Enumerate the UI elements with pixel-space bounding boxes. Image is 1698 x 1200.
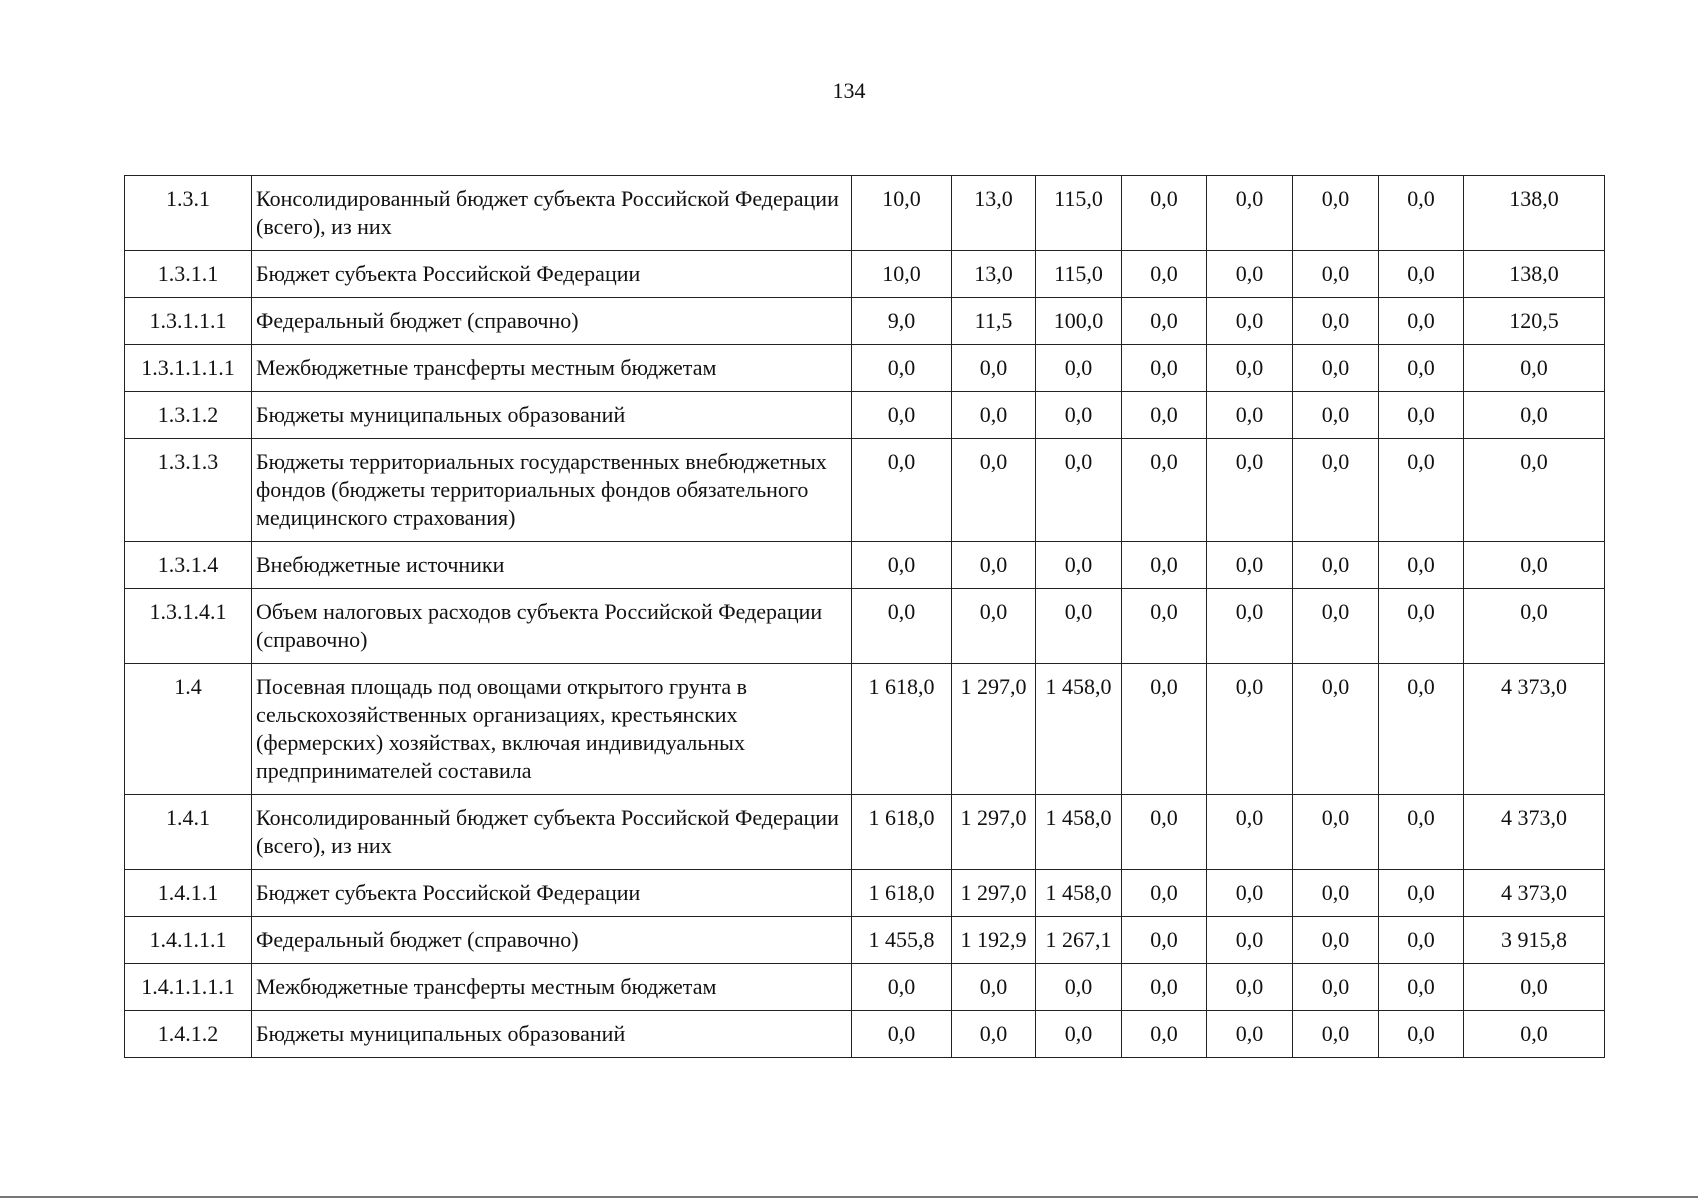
table-row — [125, 542, 1605, 589]
table-row — [125, 251, 1605, 298]
row-total: 138,0 — [1464, 251, 1605, 298]
row-name: Межбюджетные трансферты местным бюджетам — [252, 345, 852, 392]
row-value: 0,0 — [1122, 345, 1207, 392]
row-value: 0,0 — [1293, 542, 1379, 589]
row-value: 1 618,0 — [852, 870, 952, 917]
row-value: 0,0 — [1122, 392, 1207, 439]
row-code: 1.3.1.1 — [125, 251, 252, 298]
row-name: Федеральный бюджет (справочно) — [252, 298, 852, 345]
row-value: 0,0 — [1207, 870, 1293, 917]
row-value: 0,0 — [1207, 251, 1293, 298]
row-value: 0,0 — [1207, 176, 1293, 251]
row-name: Внебюджетные источники — [252, 542, 852, 589]
row-name: Бюджеты территориальных государственных внебюджетных фондов (бюджеты территориальных фондов обязательного медицинского страхования) — [252, 439, 852, 542]
row-value: 0,0 — [952, 1011, 1036, 1058]
row-value: 0,0 — [1207, 795, 1293, 870]
row-value: 0,0 — [952, 542, 1036, 589]
row-code: 1.4.1 — [125, 795, 252, 870]
row-value: 11,5 — [952, 298, 1036, 345]
row-value: 1 297,0 — [952, 795, 1036, 870]
row-value: 0,0 — [1122, 251, 1207, 298]
table-row — [125, 870, 1605, 917]
row-total: 0,0 — [1464, 392, 1605, 439]
row-total: 0,0 — [1464, 345, 1605, 392]
row-value: 0,0 — [1293, 298, 1379, 345]
row-value: 0,0 — [1379, 251, 1464, 298]
row-value: 0,0 — [1207, 392, 1293, 439]
row-value: 0,0 — [1293, 870, 1379, 917]
row-value: 0,0 — [1207, 664, 1293, 795]
row-code: 1.3.1.1.1.1 — [125, 345, 252, 392]
table-row — [125, 664, 1605, 795]
row-value: 1 455,8 — [852, 917, 952, 964]
row-value: 0,0 — [1207, 917, 1293, 964]
row-code: 1.3.1.2 — [125, 392, 252, 439]
row-value: 9,0 — [852, 298, 952, 345]
row-value: 0,0 — [1207, 298, 1293, 345]
row-value: 0,0 — [1122, 176, 1207, 251]
row-value: 0,0 — [1379, 589, 1464, 664]
row-value: 0,0 — [1293, 589, 1379, 664]
table-row — [125, 589, 1605, 664]
row-value: 0,0 — [852, 345, 952, 392]
row-name: Посевная площадь под овощами открытого грунта в сельскохозяйственных организациях, крестьянских (фермерских) хозяйствах, включая индивидуальных предпринимателей составила — [252, 664, 852, 795]
row-value: 13,0 — [952, 176, 1036, 251]
row-value: 0,0 — [1122, 589, 1207, 664]
row-value: 0,0 — [1207, 542, 1293, 589]
row-code: 1.4.1.1 — [125, 870, 252, 917]
row-value: 10,0 — [852, 251, 952, 298]
row-value: 0,0 — [1122, 917, 1207, 964]
row-value: 0,0 — [852, 439, 952, 542]
row-value: 0,0 — [952, 392, 1036, 439]
row-total: 138,0 — [1464, 176, 1605, 251]
table-row — [125, 439, 1605, 542]
row-value: 0,0 — [1293, 1011, 1379, 1058]
row-value: 0,0 — [1293, 664, 1379, 795]
row-value: 0,0 — [1036, 439, 1122, 542]
row-value: 0,0 — [1122, 439, 1207, 542]
row-name: Межбюджетные трансферты местным бюджетам — [252, 964, 852, 1011]
row-value: 0,0 — [852, 964, 952, 1011]
row-code: 1.3.1.1.1 — [125, 298, 252, 345]
row-total: 4 373,0 — [1464, 664, 1605, 795]
row-value: 0,0 — [1293, 439, 1379, 542]
row-value: 0,0 — [852, 589, 952, 664]
row-value: 0,0 — [952, 345, 1036, 392]
row-value: 0,0 — [1207, 439, 1293, 542]
row-value: 0,0 — [952, 589, 1036, 664]
row-value: 0,0 — [1207, 1011, 1293, 1058]
row-value: 0,0 — [1379, 439, 1464, 542]
row-value: 0,0 — [1293, 795, 1379, 870]
row-name: Бюджеты муниципальных образований — [252, 392, 852, 439]
row-value: 0,0 — [1293, 345, 1379, 392]
row-name: Бюджет субъекта Российской Федерации — [252, 870, 852, 917]
row-value: 0,0 — [952, 964, 1036, 1011]
row-name: Бюджет субъекта Российской Федерации — [252, 251, 852, 298]
row-total: 0,0 — [1464, 1011, 1605, 1058]
table-row — [125, 1011, 1605, 1058]
row-value: 0,0 — [1379, 964, 1464, 1011]
row-total: 4 373,0 — [1464, 795, 1605, 870]
row-code: 1.3.1.4.1 — [125, 589, 252, 664]
row-value: 0,0 — [1379, 917, 1464, 964]
row-value: 0,0 — [1122, 795, 1207, 870]
row-value: 0,0 — [1379, 795, 1464, 870]
row-value: 1 458,0 — [1036, 870, 1122, 917]
table-row — [125, 298, 1605, 345]
row-value: 115,0 — [1036, 251, 1122, 298]
row-value: 0,0 — [1036, 392, 1122, 439]
row-value: 0,0 — [1379, 176, 1464, 251]
table-row — [125, 345, 1605, 392]
row-value: 0,0 — [1207, 345, 1293, 392]
row-value: 0,0 — [1379, 1011, 1464, 1058]
row-value: 0,0 — [852, 392, 952, 439]
row-total: 0,0 — [1464, 542, 1605, 589]
row-name: Консолидированный бюджет субъекта Российской Федерации (всего), из них — [252, 795, 852, 870]
row-value: 0,0 — [852, 1011, 952, 1058]
row-value: 0,0 — [1122, 298, 1207, 345]
row-name: Бюджеты муниципальных образований — [252, 1011, 852, 1058]
row-value: 0,0 — [1379, 542, 1464, 589]
row-value: 13,0 — [952, 251, 1036, 298]
row-value: 0,0 — [952, 439, 1036, 542]
row-value: 0,0 — [1379, 392, 1464, 439]
row-value: 1 458,0 — [1036, 795, 1122, 870]
row-value: 0,0 — [1293, 964, 1379, 1011]
row-value: 1 618,0 — [852, 795, 952, 870]
page-number: 134 — [832, 78, 866, 103]
row-total: 120,5 — [1464, 298, 1605, 345]
table-row — [125, 917, 1605, 964]
row-value: 0,0 — [1036, 1011, 1122, 1058]
row-value: 1 192,9 — [952, 917, 1036, 964]
row-total: 4 373,0 — [1464, 870, 1605, 917]
row-value: 1 267,1 — [1036, 917, 1122, 964]
row-value: 0,0 — [1036, 964, 1122, 1011]
table-row — [125, 964, 1605, 1011]
row-value: 0,0 — [1293, 176, 1379, 251]
row-value: 1 297,0 — [952, 664, 1036, 795]
row-code: 1.4.1.1.1 — [125, 917, 252, 964]
table-row — [125, 795, 1605, 870]
row-value: 0,0 — [1379, 664, 1464, 795]
row-value: 0,0 — [1122, 542, 1207, 589]
row-value: 0,0 — [852, 542, 952, 589]
row-total: 0,0 — [1464, 589, 1605, 664]
table-body — [125, 176, 1605, 1058]
row-code: 1.4.1.2 — [125, 1011, 252, 1058]
row-total: 0,0 — [1464, 964, 1605, 1011]
row-value: 0,0 — [1293, 251, 1379, 298]
row-code: 1.3.1 — [125, 176, 252, 251]
table-row — [125, 176, 1605, 251]
row-value: 0,0 — [1122, 870, 1207, 917]
row-value: 0,0 — [1122, 964, 1207, 1011]
row-value: 1 458,0 — [1036, 664, 1122, 795]
row-value: 0,0 — [1036, 542, 1122, 589]
row-value: 0,0 — [1207, 964, 1293, 1011]
row-name: Консолидированный бюджет субъекта Российской Федерации (всего), из них — [252, 176, 852, 251]
row-value: 0,0 — [1379, 345, 1464, 392]
row-value: 0,0 — [1036, 345, 1122, 392]
row-value: 0,0 — [1036, 589, 1122, 664]
row-value: 0,0 — [1379, 298, 1464, 345]
row-value: 0,0 — [1122, 664, 1207, 795]
row-code: 1.3.1.4 — [125, 542, 252, 589]
budget-table — [124, 175, 1605, 1058]
row-value: 0,0 — [1379, 870, 1464, 917]
bottom-rule — [0, 1196, 1698, 1198]
row-code: 1.3.1.3 — [125, 439, 252, 542]
row-value: 100,0 — [1036, 298, 1122, 345]
row-value: 10,0 — [852, 176, 952, 251]
table-row — [125, 392, 1605, 439]
row-code: 1.4.1.1.1.1 — [125, 964, 252, 1011]
row-value: 115,0 — [1036, 176, 1122, 251]
row-value: 0,0 — [1122, 1011, 1207, 1058]
row-total: 0,0 — [1464, 439, 1605, 542]
row-value: 1 297,0 — [952, 870, 1036, 917]
row-value: 1 618,0 — [852, 664, 952, 795]
row-name: Объем налоговых расходов субъекта Российской Федерации (справочно) — [252, 589, 852, 664]
row-code: 1.4 — [125, 664, 252, 795]
row-total: 3 915,8 — [1464, 917, 1605, 964]
row-value: 0,0 — [1207, 589, 1293, 664]
row-value: 0,0 — [1293, 392, 1379, 439]
row-value: 0,0 — [1293, 917, 1379, 964]
row-name: Федеральный бюджет (справочно) — [252, 917, 852, 964]
